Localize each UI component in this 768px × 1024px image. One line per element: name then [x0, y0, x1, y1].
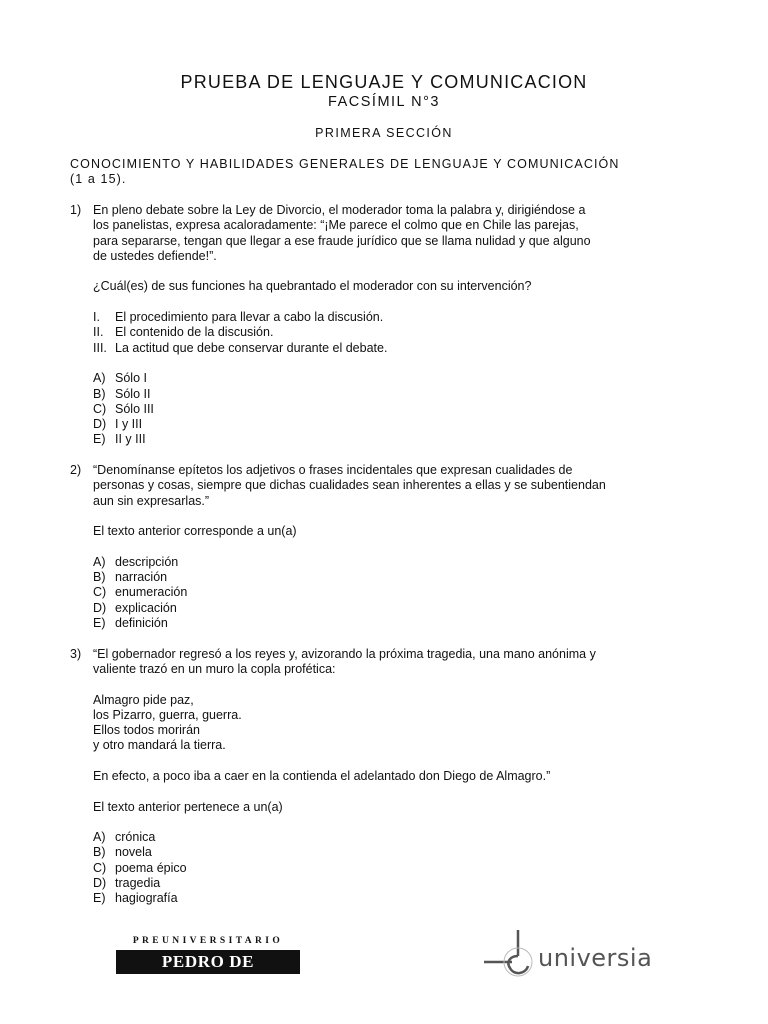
answer-option: [93, 601, 685, 616]
question-prompt: El texto anterior corresponde a un(a): [93, 524, 297, 539]
section-title: PRIMERA SECCIÓN: [315, 126, 453, 140]
stem-line: valiente trazó en un muro la copla profética:: [93, 661, 336, 676]
option-letter: A): [93, 830, 106, 845]
option-text: enumeración: [115, 585, 188, 600]
option-letter: B): [93, 570, 106, 585]
question-stem: [93, 463, 685, 509]
section-heading: [70, 157, 710, 187]
option-text: II y III: [115, 432, 146, 447]
answer-option: [93, 387, 685, 402]
option-text: definición: [115, 616, 168, 631]
stem-line: “Denomínanse epítetos los adjetivos o frases incidentales que expresan cualidades de: [93, 463, 573, 478]
verse-line: Almagro pide paz,: [93, 692, 194, 707]
stem-line: para separarse, tengan que llegar a ese fraude jurídico que se llama nulidad y que alguno: [93, 233, 591, 248]
verse-line: Ellos todos morirán: [93, 723, 200, 738]
answer-options: [93, 555, 685, 631]
statement-list: [93, 310, 685, 356]
question-number: 2): [70, 463, 82, 478]
logo-wordmark: universia: [538, 944, 653, 972]
option-letter: B): [93, 845, 106, 860]
statement-text: La actitud que debe conservar durante el debate.: [115, 340, 388, 355]
question-prompt: ¿Cuál(es) de sus funciones ha quebrantado el moderador con su intervención?: [93, 279, 532, 294]
answer-option: [93, 432, 685, 447]
logo-tagline: PREUNIVERSITARIO: [132, 936, 284, 946]
answer-options: [93, 830, 685, 906]
universia-logo: [482, 926, 652, 986]
question-prompt: El texto anterior pertenece a un(a): [93, 799, 283, 814]
answer-option: [93, 845, 685, 860]
option-letter: E): [93, 432, 106, 447]
statement-item: [93, 325, 685, 340]
answer-option: [93, 616, 685, 631]
stem-line: aun sin expresarlas.”: [93, 493, 210, 508]
option-text: hagiografía: [115, 891, 178, 906]
option-text: descripción: [115, 554, 179, 569]
option-text: novela: [115, 845, 152, 860]
heading-line: CONOCIMIENTO Y HABILIDADES GENERALES DE LENGUAJE Y COMUNICACIÓN: [70, 157, 620, 171]
question-number: 1): [70, 203, 82, 217]
answer-option: [93, 417, 685, 432]
answer-option: [93, 555, 685, 570]
question-2: [70, 463, 685, 631]
option-text: Sólo I: [115, 371, 147, 386]
universia-symbol-icon: [482, 926, 542, 986]
statement-text: El procedimiento para llevar a cabo la discusión.: [115, 310, 384, 325]
answer-option: [93, 861, 685, 876]
question-stem: [93, 203, 685, 264]
option-text: narración: [115, 570, 168, 585]
option-letter: C): [93, 401, 107, 416]
statement-item: [93, 310, 685, 325]
option-text: tragedia: [115, 876, 161, 891]
option-letter: D): [93, 600, 107, 615]
option-letter: B): [93, 386, 106, 401]
question-stem: [93, 647, 685, 678]
option-text: Sólo II: [115, 386, 151, 401]
verse: [93, 693, 685, 754]
question-3: [70, 647, 685, 907]
answer-option: [93, 876, 685, 891]
option-text: I y III: [115, 417, 143, 432]
option-letter: E): [93, 616, 106, 631]
stem-line: de ustedes defiende!”.: [93, 248, 217, 263]
answer-option: [93, 585, 685, 600]
stem-line: “El gobernador regresó a los reyes y, avizorando la próxima tragedia, una mano anónima y: [93, 646, 596, 661]
logo-wordmark: PEDRO DE VALDIVIA: [116, 950, 300, 974]
statement-item: [93, 341, 685, 356]
statement-number: III.: [93, 340, 107, 355]
answer-option: [93, 891, 685, 906]
option-text: explicación: [115, 600, 177, 615]
answer-option: [93, 371, 685, 386]
statement-number: I.: [93, 310, 100, 325]
answer-option: [93, 570, 685, 585]
option-letter: C): [93, 860, 107, 875]
verse-line: y otro mandará la tierra.: [93, 738, 226, 753]
option-letter: A): [93, 371, 106, 386]
statement-text: El contenido de la discusión.: [115, 325, 274, 340]
question-number: 3): [70, 646, 82, 661]
option-letter: D): [93, 417, 107, 432]
option-letter: C): [93, 585, 107, 600]
stem-line: personas y cosas, siempre que dichas cualidades sean inherentes a ellas y se subentiendan: [93, 478, 606, 493]
option-letter: D): [93, 876, 107, 891]
answer-option: [93, 402, 685, 417]
stem-line: los panelistas, expresa acaloradamente: “¡Me parece el colmo que en Chile las parejas,: [93, 218, 579, 233]
statement-number: II.: [93, 325, 104, 340]
option-text: poema épico: [115, 860, 187, 875]
heading-range: (1 a 15).: [70, 172, 127, 186]
option-text: Sólo III: [115, 401, 154, 416]
document-title: PRUEBA DE LENGUAJE Y COMUNICACION: [180, 72, 588, 92]
questions: [70, 203, 685, 907]
option-letter: A): [93, 554, 106, 569]
option-letter: E): [93, 891, 106, 906]
preuniversitario-logo: [116, 936, 300, 995]
document-subtitle: FACSÍMIL N°3: [328, 94, 440, 110]
answer-options: [93, 371, 685, 447]
answer-option: [93, 830, 685, 845]
verse-line: los Pizarro, guerra, guerra.: [93, 707, 242, 722]
question-1: [70, 203, 685, 448]
option-text: crónica: [115, 830, 156, 845]
stem-line: En pleno debate sobre la Ley de Divorcio, el moderador toma la palabra y, dirigiéndose a: [93, 203, 586, 217]
passage-closing: En efecto, a poco iba a caer en la contienda el adelantado don Diego de Almagro.”: [93, 768, 551, 783]
